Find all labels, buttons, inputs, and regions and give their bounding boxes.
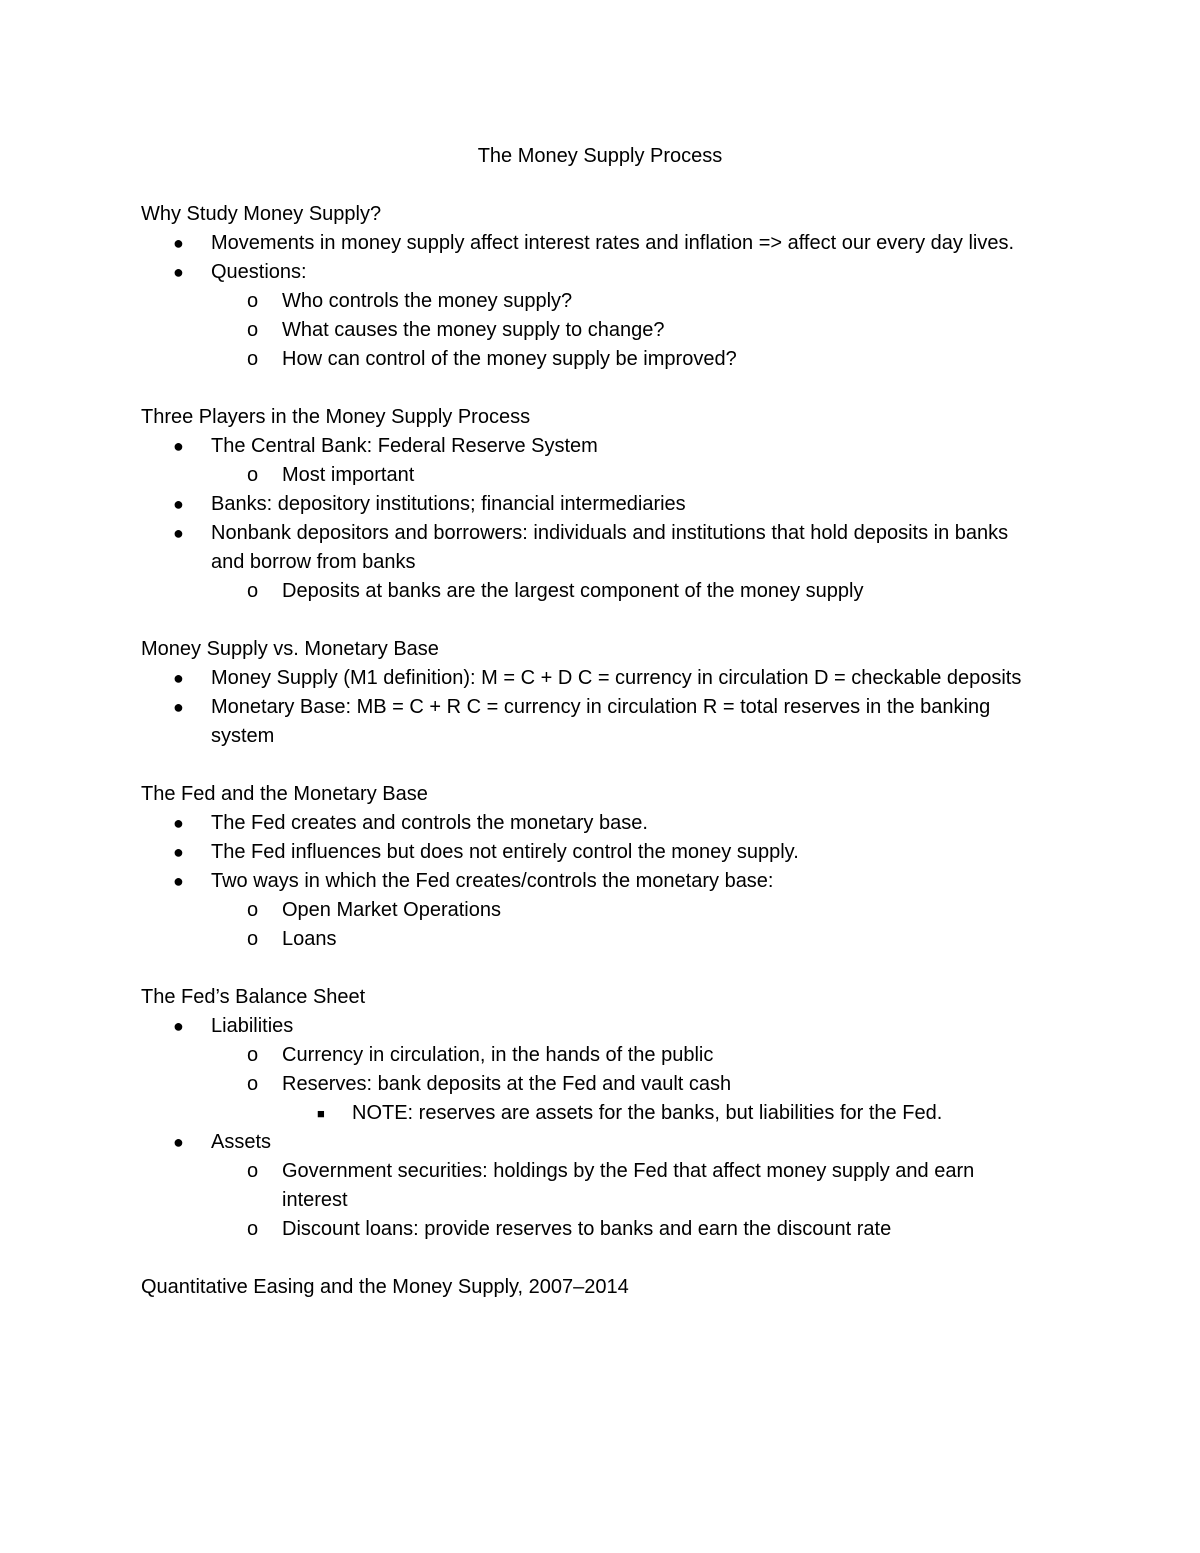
- bullet-list: [141, 432, 1041, 606]
- sub-sub-list-item: ■ NOTE: reserves are assets for the banks, but liabilities for the Fed.: [141, 1099, 1041, 1128]
- bullet-dot-icon: ●: [173, 842, 184, 862]
- list-item: ● Monetary Base: MB = C + R C = currency in circulation R = total reserves in the banking system: [141, 693, 1041, 751]
- bullet-square-icon: ■: [317, 1106, 325, 1121]
- bullet-dot-icon: ●: [173, 233, 184, 253]
- list-item: ● Questions:: [141, 258, 1041, 287]
- sub-list-item: o Reserves: bank deposits at the Fed and vault cash: [141, 1070, 1041, 1099]
- sub-list-item: o Government securities: holdings by the Fed that affect money supply and earn interest: [141, 1157, 1041, 1215]
- bullet-dot-icon: ●: [173, 1016, 184, 1036]
- list-item: ● Money Supply (M1 definition): M = C + D C = currency in circulation D = checkable deposits: [141, 664, 1041, 693]
- section-three-players: [141, 403, 1041, 606]
- bullet-dot-icon: ●: [173, 813, 184, 833]
- bullet-dot-icon: ●: [173, 494, 184, 514]
- list-item: ● Assets: [141, 1128, 1041, 1157]
- bullet-circle-icon: o: [247, 319, 259, 341]
- list-item: ● The Fed influences but does not entirely control the money supply.: [141, 838, 1041, 867]
- list-item: ● The Central Bank: Federal Reserve System: [141, 432, 1041, 461]
- bullet-circle-icon: o: [247, 348, 259, 370]
- section-why-study: [141, 200, 1041, 374]
- list-item: ● Nonbank depositors and borrowers: individuals and institutions that hold deposits in banks and borrow from banks: [141, 519, 1041, 577]
- bullet-list: [141, 809, 1041, 954]
- bullet-dot-icon: ●: [173, 436, 184, 456]
- bullet-dot-icon: ●: [173, 1132, 184, 1152]
- list-item: ● The Fed creates and controls the monetary base.: [141, 809, 1041, 838]
- bullet-dot-icon: ●: [173, 262, 184, 282]
- bullet-dot-icon: ●: [173, 523, 184, 543]
- section-heading: Three Players in the Money Supply Process: [141, 406, 531, 428]
- section-fed-monetary-base: [141, 780, 1041, 954]
- list-item: ● Liabilities: [141, 1012, 1041, 1041]
- bullet-list: [141, 1012, 1041, 1244]
- bullet-circle-icon: o: [247, 464, 259, 486]
- section-heading: Why Study Money Supply?: [141, 203, 382, 225]
- bullet-circle-icon: o: [247, 899, 259, 921]
- list-item: ● Two ways in which the Fed creates/controls the monetary base:: [141, 867, 1041, 896]
- document-title: The Money Supply Process: [477, 145, 723, 167]
- sub-list-item: o Discount loans: provide reserves to banks and earn the discount rate: [141, 1215, 1041, 1244]
- bullet-list: [141, 229, 1041, 374]
- sub-list-item: o What causes the money supply to change?: [141, 316, 1041, 345]
- bullet-circle-icon: o: [247, 1218, 259, 1240]
- bullet-dot-icon: ●: [173, 871, 184, 891]
- bullet-circle-icon: o: [247, 580, 259, 602]
- bullet-circle-icon: o: [247, 1044, 259, 1066]
- section-heading: Money Supply vs. Monetary Base: [141, 638, 439, 660]
- bullet-list: [141, 664, 1041, 751]
- sub-list-item: o Open Market Operations: [141, 896, 1041, 925]
- list-item: ● Banks: depository institutions; financial intermediaries: [141, 490, 1041, 519]
- bullet-dot-icon: ●: [173, 697, 184, 717]
- section-quantitative-easing: [141, 1273, 1041, 1302]
- sub-list-item: o How can control of the money supply be improved?: [141, 345, 1041, 374]
- section-heading: The Fed and the Monetary Base: [141, 783, 428, 805]
- bullet-dot-icon: ●: [173, 668, 184, 688]
- section-fed-balance-sheet: [141, 983, 1041, 1244]
- section-money-supply-vs-base: [141, 635, 1041, 751]
- list-item: ● Movements in money supply affect interest rates and inflation => affect our every day lives.: [141, 229, 1041, 258]
- document-body: [141, 200, 1041, 1331]
- sub-list-item: o Currency in circulation, in the hands of the public: [141, 1041, 1041, 1070]
- section-heading: The Fed’s Balance Sheet: [141, 986, 366, 1008]
- sub-list-item: o Deposits at banks are the largest component of the money supply: [141, 577, 1041, 606]
- section-heading: Quantitative Easing and the Money Supply, 2007–2014: [141, 1276, 629, 1298]
- bullet-circle-icon: o: [247, 1073, 259, 1095]
- sub-list-item: o Who controls the money supply?: [141, 287, 1041, 316]
- sub-list-item: o Loans: [141, 925, 1041, 954]
- sub-list-item: o Most important: [141, 461, 1041, 490]
- bullet-circle-icon: o: [247, 1160, 259, 1182]
- bullet-circle-icon: o: [247, 290, 259, 312]
- bullet-circle-icon: o: [247, 928, 259, 950]
